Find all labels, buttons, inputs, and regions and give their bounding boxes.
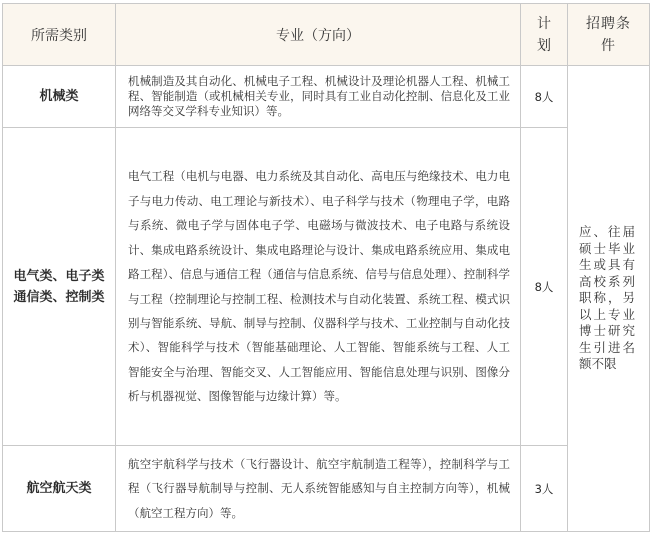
header-category: 所需类别 xyxy=(3,4,116,66)
header-condition-text: 招聘条件 xyxy=(586,15,631,54)
table-row xyxy=(3,446,650,532)
category-cell: 电气类、电子类通信类、控制类 xyxy=(3,128,116,446)
major-cell: 电气工程（电机与电器、电力系统及其自动化、高电压与绝缘技术、电力电子与电力传动、电工理论与新技术）、电子科学与技术（物理电子学，电路与系统、微电子学与固体电子学、电磁场与微波技术、电子电路与系统设计、集成电路系统设计、集成电路理论与设计、集成电路系统应用、集成电路工程）、信息与通信工程（通信与信息系统、信号与信息处理）、控制科学与工程（控制理论与控制工程、检测技术与自动化装置、系统工程、模式识别与智能系统、导航、制导与控制、仪器科学与技术、工业控制与自动化技术）、智能科学与技术（智能基础理论、人工智能、智能系统与工程、人工智能安全与治理、智能交叉、人工智能应用、智能信息处理与识别、图像分析与机器视觉、图像智能与边缘计算）等。 xyxy=(116,128,521,446)
header-condition xyxy=(568,4,650,66)
category-cell: 航空航天类 xyxy=(3,446,116,532)
major-cell: 航空宇航科学与技术（飞行器设计、航空宇航制造工程等），控制科学与工程（飞行器导航制导与控制、无人系统智能感知与自主控制方向等），机械（航空工程方向）等。 xyxy=(116,446,521,532)
major-cell: 机械制造及其自动化、机械电子工程、机械设计及理论机器人工程、机械工程、智能制造（或机械相关专业，同时具有工业自动化控制、信息化及工业网络等交叉学科专业知识）等。 xyxy=(116,66,521,128)
header-major: 专业（方向） xyxy=(116,4,521,66)
header-row xyxy=(3,4,650,66)
table-row xyxy=(3,128,650,446)
header-plan-text: 计划 xyxy=(537,15,551,54)
plan-cell: 3人 xyxy=(521,446,568,532)
recruitment-table xyxy=(2,3,650,532)
category-cell: 机械类 xyxy=(3,66,116,128)
plan-cell: 8人 xyxy=(521,128,568,446)
table-row xyxy=(3,66,650,128)
plan-cell: 8人 xyxy=(521,66,568,128)
condition-cell: 应、往届硕士毕业生或具有高校系列职称，另以上专业博士研究生引进名额不限 xyxy=(568,66,650,532)
header-plan xyxy=(521,4,568,66)
